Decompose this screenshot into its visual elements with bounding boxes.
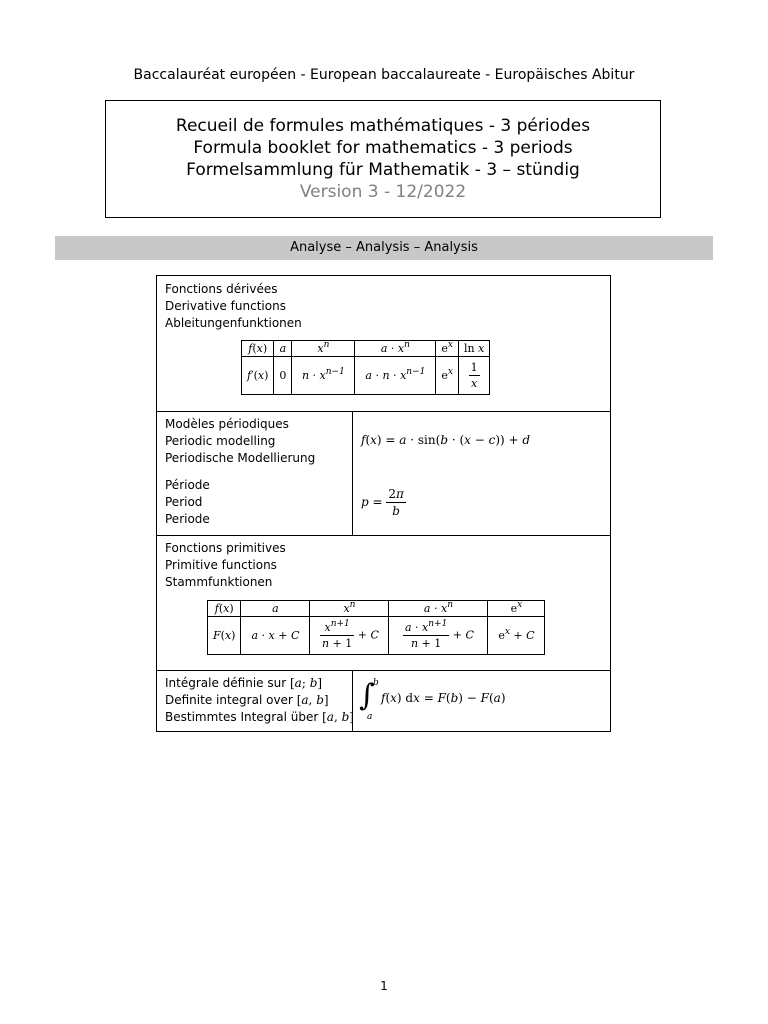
- table-cell: $\frac{x^{n+1}}{n + 1}$ + C: [310, 617, 389, 655]
- table-cell: 0: [274, 357, 292, 395]
- primitives-label-de: Stammfunktionen: [165, 575, 273, 589]
- table-cell: $x^n$: [292, 341, 355, 357]
- derivatives-block: [157, 276, 610, 412]
- table-cell: F(x): [208, 617, 241, 655]
- title-box: [105, 100, 661, 218]
- title-english: Formula booklet for mathematics - 3 periods: [193, 138, 573, 158]
- period-formula: p = $\frac{2\pi}{b}$: [361, 487, 404, 518]
- period-label-de: Periode: [165, 512, 210, 526]
- formula-frame: [156, 275, 611, 732]
- periodic-label-fr: Modèles périodiques: [165, 417, 289, 431]
- table-cell: ln x: [458, 341, 489, 357]
- periodic-formula: f(x) = a · sin(b · (x − c)) + d: [361, 433, 531, 447]
- title-french: Recueil de formules mathématiques - 3 périodes: [175, 116, 591, 136]
- integral-label-de: Bestimmtes Integral über [a, b]: [165, 710, 354, 724]
- primitives-table: [207, 600, 545, 655]
- period-label-fr: Période: [165, 478, 210, 492]
- derivatives-label-en: Derivative functions: [165, 299, 286, 313]
- integral-block: [157, 670, 610, 731]
- table-cell: $a \cdot n \cdot x^{n-1}$: [355, 357, 436, 395]
- header-line: Baccalauréat européen - European baccalaureate - Europäisches Abitur: [133, 67, 635, 83]
- table-cell: a: [241, 601, 310, 617]
- table-cell: $\frac{1}{x}$: [458, 357, 489, 395]
- version-line: Version 3 - 12/2022: [299, 182, 467, 202]
- period-label-en: Period: [165, 495, 203, 509]
- integral-label-en: Definite integral over [a, b]: [165, 693, 329, 707]
- primitives-label-en: Primitive functions: [165, 558, 277, 572]
- table-cell: a · x + C: [241, 617, 310, 655]
- integral-formula: ∫ b a f(x) dx = F(b) − F(a): [359, 678, 506, 722]
- derivatives-label-de: Ableitungenfunktionen: [165, 316, 302, 330]
- table-cell: $a \cdot x^n$: [389, 601, 488, 617]
- table-cell: a: [274, 341, 292, 357]
- table-cell: f(x): [208, 601, 241, 617]
- table-cell: $\frac{a \cdot x^{n+1}}{n + 1}$ + C: [389, 617, 488, 655]
- table-cell: f(x): [242, 341, 274, 357]
- title-german: Formelsammlung für Mathematik - 3 – stündig: [186, 160, 580, 180]
- table-cell: $e^x$: [488, 601, 545, 617]
- periodic-label-de: Periodische Modellierung: [165, 451, 316, 465]
- table-cell: f′(x): [242, 357, 274, 395]
- table-cell: $a \cdot x^n$: [355, 341, 436, 357]
- page-number: 1: [380, 979, 388, 993]
- section-header: Analyse – Analysis – Analysis: [55, 236, 713, 260]
- column-divider: [352, 411, 353, 535]
- derivatives-table: [241, 340, 490, 395]
- integral-label-fr: Intégrale définie sur [a; b]: [165, 676, 323, 690]
- derivatives-label-fr: Fonctions dérivées: [165, 282, 278, 296]
- primitives-block: [157, 535, 610, 671]
- table-cell: $e^x$: [436, 341, 459, 357]
- table-cell: $x^n$: [310, 601, 389, 617]
- table-cell: $e^x$: [436, 357, 459, 395]
- periodic-block: [157, 411, 610, 536]
- table-cell: $e^x + C$: [488, 617, 545, 655]
- primitives-label-fr: Fonctions primitives: [165, 541, 286, 555]
- periodic-label-en: Periodic modelling: [165, 434, 276, 448]
- table-cell: $n \cdot x^{n-1}$: [292, 357, 355, 395]
